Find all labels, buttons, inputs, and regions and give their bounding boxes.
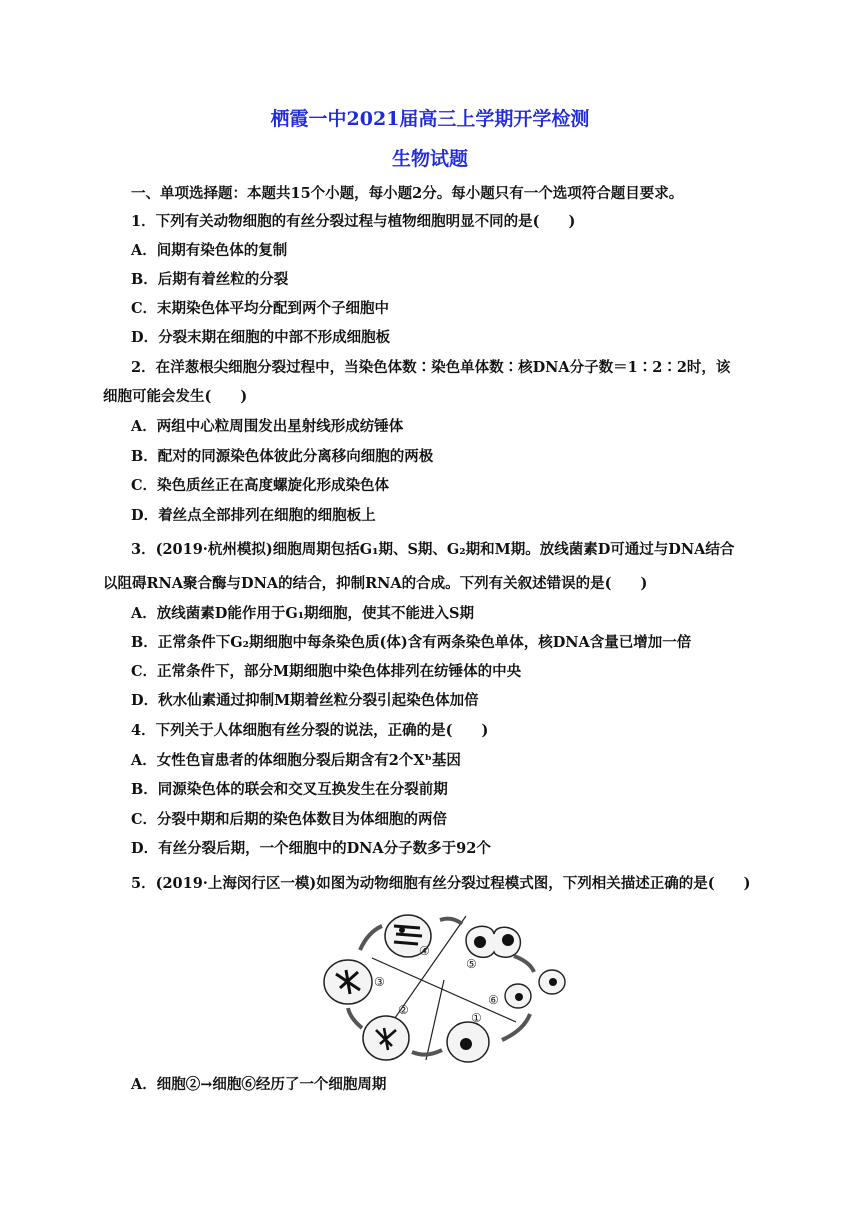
diagram-label-1: ① xyxy=(471,1011,482,1025)
arrow-5-to-6 xyxy=(514,956,534,972)
question-1-option-a: A．间期有染色体的复制 xyxy=(131,242,288,259)
question-4-option-a: A．女性色盲患者的体细胞分裂后期含有2个Xᵇ基因 xyxy=(131,752,461,769)
cell-3 xyxy=(324,960,372,1004)
question-2-option-d: D．着丝点全部排列在细胞的细胞板上 xyxy=(131,507,376,524)
cell-1 xyxy=(447,1022,489,1062)
section-header: 一、单项选择题：本题共15个小题，每小题2分。每小题只有一个选项符合题目要求。 xyxy=(131,185,684,202)
question-2-option-c: C．染色质丝正在高度螺旋化形成染色体 xyxy=(131,477,390,494)
arrow-3-to-4 xyxy=(360,926,382,950)
diagram-divider-line xyxy=(426,980,444,1060)
diagram-label-3: ③ xyxy=(374,975,385,989)
question-2-stem: 2．在洋葱根尖细胞分裂过程中，当染色体数∶染色单体数∶核DNA分子数＝1∶2∶2时，该 xyxy=(131,359,731,376)
question-3-option-a: A．放线菌素D能作用于G₁期细胞，使其不能进入S期 xyxy=(131,605,475,622)
question-1-option-b: B．后期有着丝粒的分裂 xyxy=(131,271,289,288)
diagram-label-2: ② xyxy=(398,1003,409,1017)
question-5-stem-text: 如图为动物细胞有丝分裂过程模式图，下列相关描述正确的是( ) xyxy=(316,875,751,892)
question-5-stem xyxy=(131,874,750,894)
arrow-4-to-5 xyxy=(440,919,462,924)
cell-2 xyxy=(363,1016,409,1060)
question-3-stem-text: 细胞周期包括G₁期、S期、G₂期和M期。放线菌素D可通过与DNA结合 xyxy=(272,541,735,558)
question-1-option-c: C．末期染色体平均分配到两个子细胞中 xyxy=(131,300,390,317)
arrow-1-to-2 xyxy=(412,1050,442,1055)
question-2-option-a: A．两组中心粒周围发出星射线形成纺锤体 xyxy=(131,418,404,435)
arrow-2-to-3 xyxy=(348,1008,362,1028)
question-4-option-b: B．同源染色体的联会和交叉互换发生在分裂前期 xyxy=(131,781,448,798)
question-3-stem-continued: 以阻碍RNA聚合酶与DNA的结合，抑制RNA的合成。下列有关叙述错误的是( ) xyxy=(103,575,648,592)
question-3-option-d: D．秋水仙素通过抑制M期着丝粒分裂引起染色体加倍 xyxy=(131,692,479,709)
question-3-stem xyxy=(131,540,734,560)
question-3-option-b: B．正常条件下G₂期细胞中每条染色质(体)含有两条染色单体，核DNA含量已增加一倍 xyxy=(131,634,692,651)
diagram-label-4: ④ xyxy=(419,944,430,958)
question-5-option-a: A．细胞②→细胞⑥经历了一个细胞周期 xyxy=(131,1076,387,1093)
question-2-stem-continued: 细胞可能会发生( ) xyxy=(103,388,248,405)
cell-6 xyxy=(505,970,565,1008)
question-4-option-d: D．有丝分裂后期，一个细胞中的DNA分子数多于92个 xyxy=(131,840,491,857)
question-4-option-c: C．分裂中期和后期的染色体数目为体细胞的两倍 xyxy=(131,811,448,828)
question-2-option-b: B．配对的同源染色体彼此分离移向细胞的两极 xyxy=(131,448,434,465)
question-1-option-d: D．分裂末期在细胞的中部不形成细胞板 xyxy=(131,329,391,346)
question-1-stem: 1．下列有关动物细胞的有丝分裂过程与植物细胞明显不同的是( ) xyxy=(131,213,576,230)
question-5-source: 5．(2019·上海闵行区一模) xyxy=(131,875,317,892)
question-3-option-c: C．正常条件下，部分M期细胞中染色体排列在纺锤体的中央 xyxy=(131,663,522,680)
question-3-source: 3．(2019·杭州模拟) xyxy=(131,541,273,558)
diagram-label-6: ⑥ xyxy=(488,993,499,1007)
exam-subject: 生物试题 xyxy=(391,148,468,170)
question-4-stem: 4．下列关于人体细胞有丝分裂的说法，正确的是( ) xyxy=(131,722,489,739)
mitosis-cycle-diagram xyxy=(316,910,572,1066)
diagram-label-5: ⑤ xyxy=(466,957,477,971)
cell-5 xyxy=(466,926,520,957)
diagram-divider-line xyxy=(372,958,516,1022)
exam-title: 栖霞一中2021届高三上学期开学检测 xyxy=(270,108,590,130)
